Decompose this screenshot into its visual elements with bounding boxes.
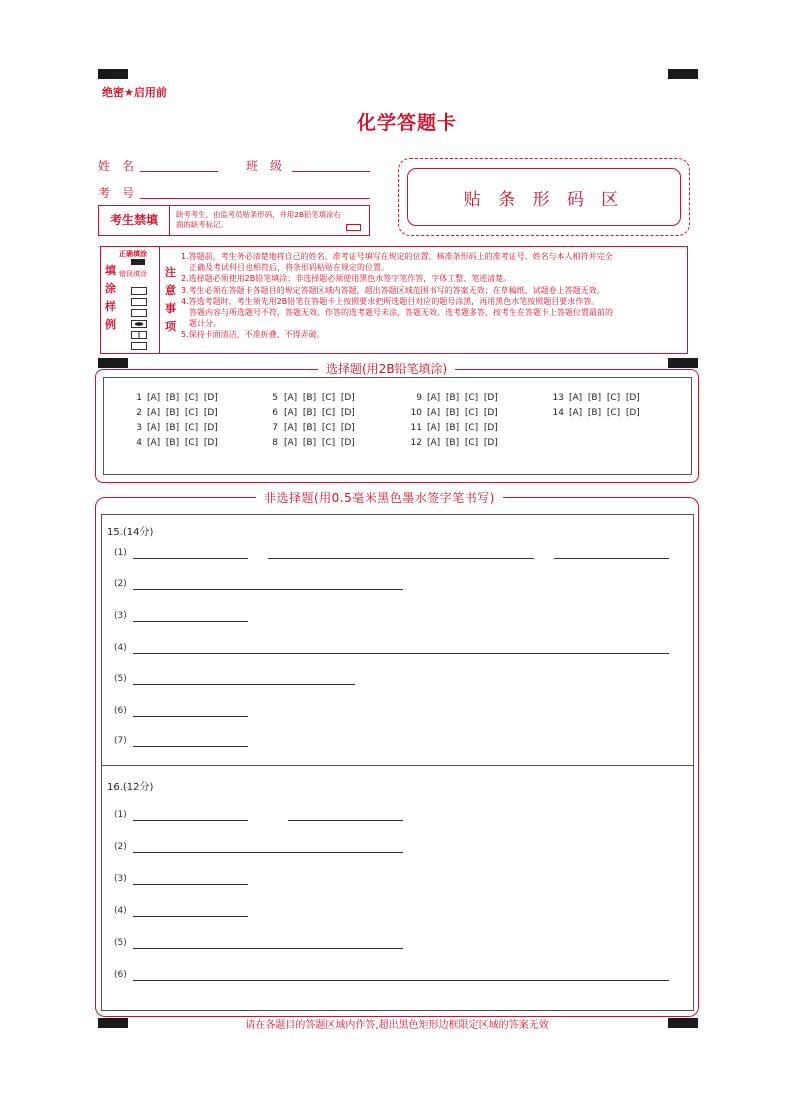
class-label: 班 级 <box>246 159 283 173</box>
answer-line[interactable] <box>133 884 248 885</box>
absent-label: 考生禁填 <box>99 206 170 235</box>
wrong-fill-sample-3 <box>131 309 147 317</box>
sub-question-label: (6) <box>114 706 127 716</box>
exam-number-label: 考 号 <box>98 186 135 200</box>
question-number: 4 <box>136 438 142 448</box>
answer-options-q5[interactable]: [A] [B] [C] [D] <box>284 393 355 403</box>
sub-question-label: (3) <box>114 874 127 884</box>
barcode-area <box>407 168 681 226</box>
notice-item: 1.答题前，考生务必清楚地将自己的姓名、准考证号填写在规定的位置，核准条形码上的准考证号、姓名与本人相符并完全 <box>181 252 613 261</box>
sub-question-label: (3) <box>114 611 127 621</box>
question-number: 8 <box>272 438 278 448</box>
answer-line[interactable] <box>133 558 248 559</box>
notice-vertical-label: 注 意 事 项 <box>165 266 176 333</box>
answer-line[interactable] <box>133 820 248 821</box>
answer-line[interactable] <box>133 948 403 949</box>
answer-options-q3[interactable]: [A] [B] [C] [D] <box>147 423 218 433</box>
answer-line[interactable] <box>133 589 403 590</box>
answer-options-q7[interactable]: [A] [B] [C] [D] <box>284 423 355 433</box>
answer-options-q2[interactable]: [A] [B] [C] [D] <box>147 408 218 418</box>
sub-question-label: (4) <box>114 643 127 653</box>
fill-sample-panel <box>101 247 160 353</box>
answer-line[interactable] <box>288 820 403 821</box>
answer-options-q11[interactable]: [A] [B] [C] [D] <box>427 423 498 433</box>
question-number: 12 <box>410 438 422 448</box>
question-number: 9 <box>416 393 422 403</box>
correct-fill-label: 正确填涂 <box>119 250 147 258</box>
answer-options-q13[interactable]: [A] [B] [C] [D] <box>569 393 640 403</box>
question-number: 11 <box>410 423 422 433</box>
wrong-fill-sample-4 <box>131 320 147 328</box>
question-label-q16: 16.(12分) <box>107 782 154 793</box>
question-number: 3 <box>136 423 142 433</box>
question-number: 10 <box>410 408 422 418</box>
barcode-label: 贴 条 形 码 区 <box>463 190 625 210</box>
nonchoice-section-title: 非选择题(用0.5毫米黑色墨水签字笔书写) <box>256 489 503 506</box>
choice-section-title: 选择题(用2B铅笔填涂) <box>318 360 455 377</box>
answer-line[interactable] <box>133 916 248 917</box>
class-field[interactable] <box>292 171 370 172</box>
sub-question-label: (5) <box>114 674 127 684</box>
notice-list <box>181 251 681 341</box>
notice-item: 3.考生必须在答题卡各题目的规定答题区域内答题，超出答题区域范围书写的答案无效；在草稿纸、试题卷上答题无效。 <box>181 285 605 295</box>
name-field[interactable] <box>140 171 218 172</box>
notice-item: 5.保持卡面清洁，不准折叠、不得弄破。 <box>181 330 325 340</box>
answer-options-q12[interactable]: [A] [B] [C] [D] <box>427 438 498 448</box>
wrong-fill-sample-1 <box>131 287 147 295</box>
position-mark-mid-left <box>98 358 128 368</box>
answer-options-q4[interactable]: [A] [B] [C] [D] <box>147 438 218 448</box>
footer-warning: 请在各题目的答题区域内作答,超出黑色矩形边框限定区域的答案无效 <box>245 1020 549 1031</box>
answer-line[interactable] <box>133 653 669 654</box>
answer-line[interactable] <box>554 558 669 559</box>
sub-question-label: (6) <box>114 970 127 980</box>
wrong-fill-sample-2 <box>131 298 147 306</box>
answer-options-q9[interactable]: [A] [B] [C] [D] <box>427 393 498 403</box>
wrong-fill-sample-6 <box>131 342 147 350</box>
sub-question-label: (1) <box>114 548 127 558</box>
answer-line[interactable] <box>133 852 403 853</box>
answer-options-q6[interactable]: [A] [B] [C] [D] <box>284 408 355 418</box>
sub-question-label: (2) <box>114 579 127 589</box>
question-number: 5 <box>272 393 278 403</box>
sub-question-label: (5) <box>114 938 127 948</box>
instructions-box <box>100 246 688 354</box>
position-mark-top-left <box>98 69 128 79</box>
absent-instructions: 缺考考生，由监考员贴条形码，并用2B铅笔填涂右面的缺考标记。 <box>176 210 341 229</box>
sub-question-label: (1) <box>114 810 127 820</box>
correct-fill-sample <box>131 259 145 265</box>
sub-question-label: (4) <box>114 906 127 916</box>
position-mark-mid-right <box>668 358 698 368</box>
answer-line[interactable] <box>268 558 534 559</box>
answer-line[interactable] <box>133 980 669 981</box>
name-label: 姓 名 <box>98 159 135 173</box>
answer-line[interactable] <box>133 684 355 685</box>
wrong-fill-label: 错误填涂 <box>119 270 147 278</box>
answer-line[interactable] <box>133 746 248 747</box>
question-number: 1 <box>136 393 142 403</box>
answer-line[interactable] <box>133 621 248 622</box>
sub-question-label: (2) <box>114 842 127 852</box>
notice-item: 2.选择题必须使用2B铅笔填涂；非选择题必须使用黑色水签字笔作答，字体工整、笔迹清楚。 <box>181 274 512 284</box>
wrong-fill-sample-5 <box>131 331 147 339</box>
barcode-outer-frame <box>398 158 690 236</box>
answer-options-q1[interactable]: [A] [B] [C] [D] <box>147 393 218 403</box>
question-label-q15: 15.(14分) <box>107 527 154 538</box>
question-number: 13 <box>552 393 564 403</box>
notice-item: 4.答选考题时，考生须先用2B铅笔在答题卡上按照要求把所选题目对应的题号涂黑，再用黑色水笔按照题目要求作答。 <box>181 296 600 306</box>
question-number: 2 <box>136 408 142 418</box>
position-mark-top-right <box>668 69 698 79</box>
answer-options-q8[interactable]: [A] [B] [C] [D] <box>284 438 355 448</box>
answer-options-q10[interactable]: [A] [B] [C] [D] <box>427 408 498 418</box>
answer-options-q14[interactable]: [A] [B] [C] [D] <box>569 408 640 418</box>
notice-item: 正确及考试科目也相符后，将条形码粘贴在规定的位置。 <box>181 263 389 273</box>
exam-number-field[interactable] <box>140 198 370 199</box>
absent-box <box>98 205 370 236</box>
answer-box-q15 <box>101 514 694 766</box>
notice-item: 题计分。 <box>181 319 221 329</box>
sub-question-label: (7) <box>114 736 127 746</box>
answer-box-q16 <box>101 764 694 1011</box>
answer-line[interactable] <box>133 716 248 717</box>
question-number: 7 <box>272 423 278 433</box>
notice-item: 答题内容与所选题号不符，答题无效。作答的选考题号未涂，答题无效。选考题多答，按考生在答题卡上答题位置最前的 <box>181 308 613 318</box>
confidential-label: 绝密★启用前 <box>102 86 167 99</box>
question-number: 6 <box>272 408 278 418</box>
absent-mark-box[interactable] <box>346 224 361 231</box>
page-title: 化学答题卡 <box>357 112 458 134</box>
question-number: 14 <box>552 408 564 418</box>
fill-sample-vertical-label: 填 涂 样 例 <box>105 264 116 331</box>
